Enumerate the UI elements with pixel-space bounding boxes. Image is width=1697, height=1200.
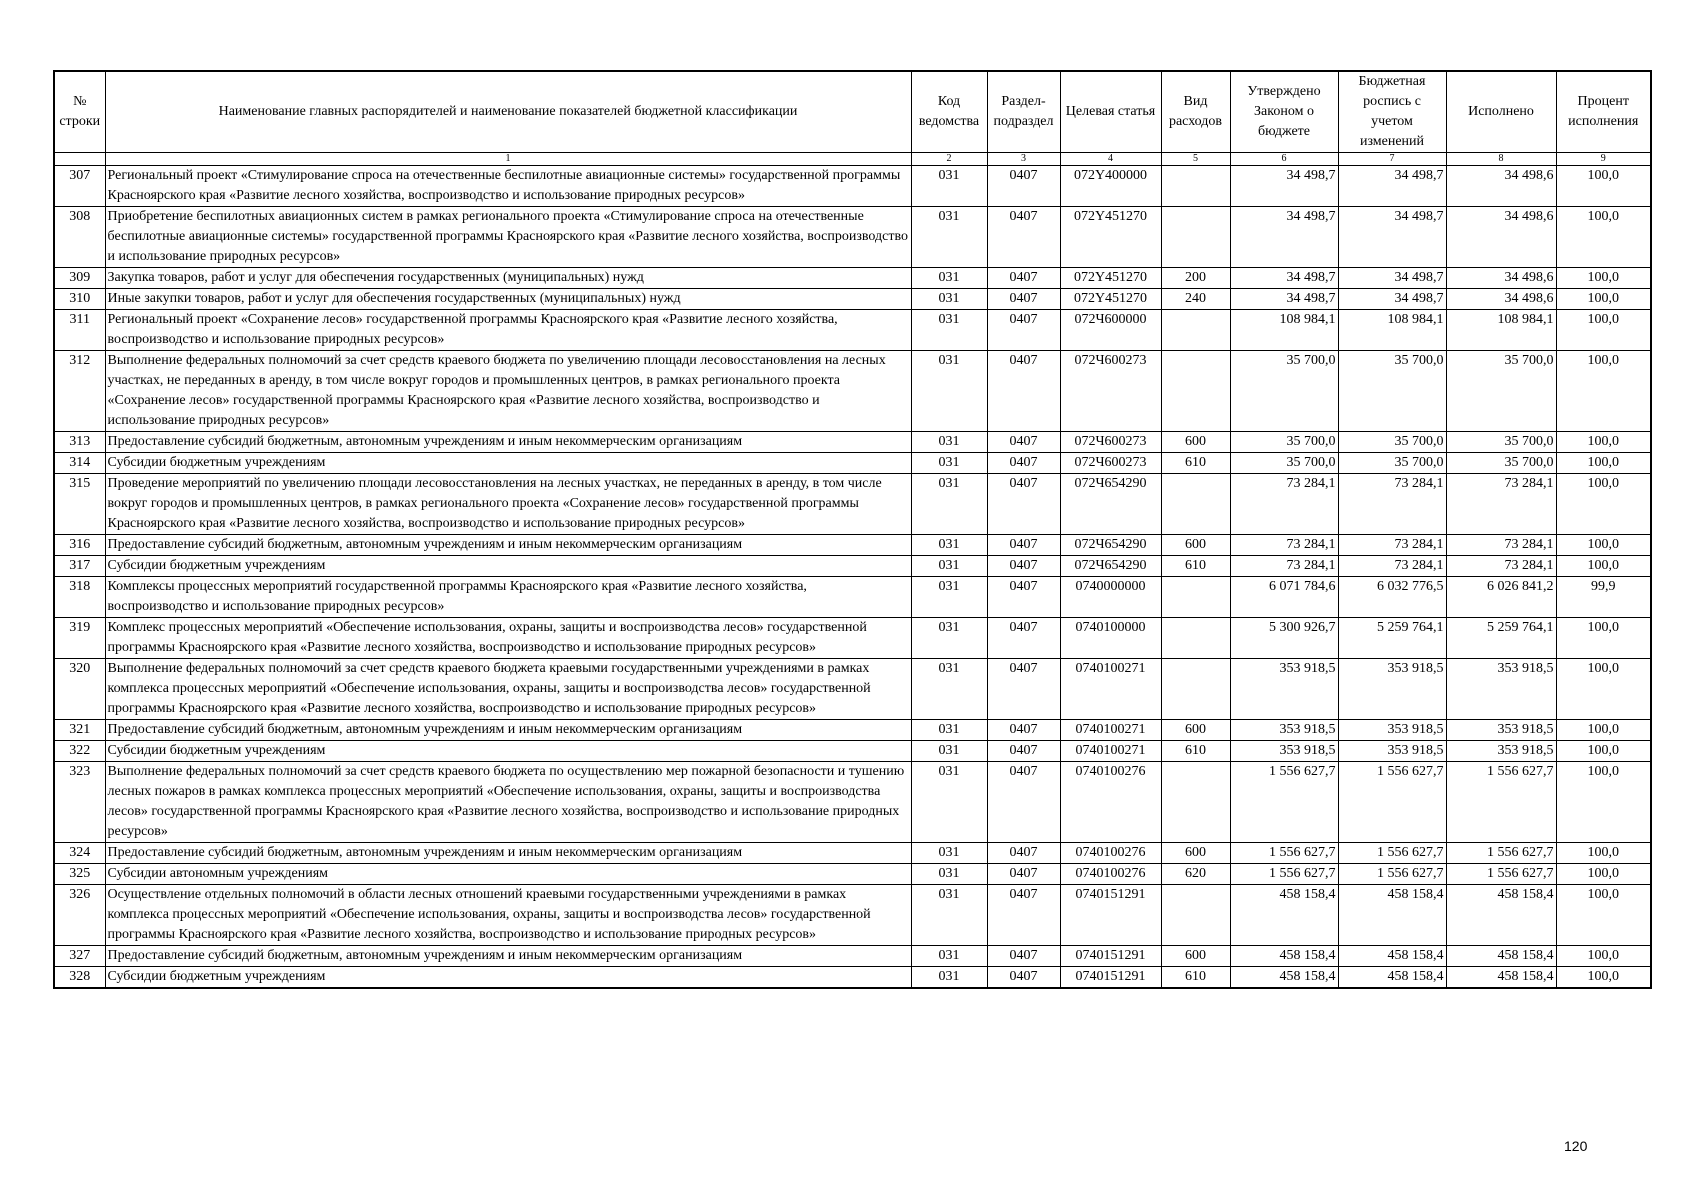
indicator-name-cell: Региональный проект «Сохранение лесов» государственной программы Красноярского края «Развитие лесного хозяйства, воспроизводство и использование природных ресурсов»	[105, 310, 911, 351]
approved-amount-cell: 35 700,0	[1230, 351, 1338, 432]
table-row	[54, 166, 1651, 207]
header-cell-section: Раздел-подраздел	[987, 71, 1060, 153]
row-number-cell: 317	[54, 556, 105, 577]
department-code-cell: 031	[911, 556, 987, 577]
percent-cell: 100,0	[1556, 967, 1651, 989]
percent-cell: 100,0	[1556, 885, 1651, 946]
row-number-cell: 307	[54, 166, 105, 207]
expense-type-cell: 610	[1161, 967, 1230, 989]
budget-schedule-cell: 6 032 776,5	[1338, 577, 1446, 618]
table-row	[54, 741, 1651, 762]
indicator-name-cell: Региональный проект «Стимулирование спроса на отечественные беспилотные авиационные системы» государственной программы Красноярского края «Развитие лесного хозяйства, воспроизводство и использование природных ресурсов»	[105, 166, 911, 207]
target-article-cell: 072Ч600000	[1060, 310, 1161, 351]
indicator-name-cell: Субсидии бюджетным учреждениям	[105, 967, 911, 989]
executed-amount-cell: 1 556 627,7	[1446, 762, 1556, 843]
column-number-cell: 1	[105, 153, 911, 166]
row-number-cell: 314	[54, 453, 105, 474]
percent-cell: 100,0	[1556, 762, 1651, 843]
department-code-cell: 031	[911, 618, 987, 659]
table-row	[54, 556, 1651, 577]
target-article-cell: 072Ч600273	[1060, 432, 1161, 453]
table-row	[54, 577, 1651, 618]
executed-amount-cell: 35 700,0	[1446, 453, 1556, 474]
executed-amount-cell: 353 918,5	[1446, 659, 1556, 720]
section-cell: 0407	[987, 762, 1060, 843]
budget-schedule-cell: 1 556 627,7	[1338, 762, 1446, 843]
budget-schedule-cell: 1 556 627,7	[1338, 843, 1446, 864]
table-row	[54, 843, 1651, 864]
expense-type-cell: 610	[1161, 556, 1230, 577]
section-cell: 0407	[987, 310, 1060, 351]
expense-type-cell: 600	[1161, 946, 1230, 967]
indicator-name-cell: Комплекс процессных мероприятий «Обеспечение использования, охраны, защиты и воспроизводства лесов» государственной программы Красноярского края «Развитие лесного хозяйства, воспроизводство и использование природных ресурсов»	[105, 618, 911, 659]
row-number-cell: 320	[54, 659, 105, 720]
approved-amount-cell: 34 498,7	[1230, 268, 1338, 289]
approved-amount-cell: 6 071 784,6	[1230, 577, 1338, 618]
expense-type-cell	[1161, 310, 1230, 351]
table-row	[54, 289, 1651, 310]
executed-amount-cell: 1 556 627,7	[1446, 843, 1556, 864]
header-cell-percent: Процент исполнения	[1556, 71, 1651, 153]
approved-amount-cell: 108 984,1	[1230, 310, 1338, 351]
table-row	[54, 207, 1651, 268]
row-number-cell: 308	[54, 207, 105, 268]
target-article-cell: 0740100276	[1060, 843, 1161, 864]
indicator-name-cell: Иные закупки товаров, работ и услуг для обеспечения государственных (муниципальных) нужд	[105, 289, 911, 310]
percent-cell: 100,0	[1556, 618, 1651, 659]
percent-cell: 100,0	[1556, 207, 1651, 268]
indicator-name-cell: Предоставление субсидий бюджетным, автономным учреждениям и иным некоммерческим организациям	[105, 720, 911, 741]
executed-amount-cell: 34 498,6	[1446, 166, 1556, 207]
percent-cell: 100,0	[1556, 289, 1651, 310]
budget-schedule-cell: 458 158,4	[1338, 967, 1446, 989]
budget-schedule-cell: 34 498,7	[1338, 166, 1446, 207]
table-row	[54, 762, 1651, 843]
executed-amount-cell: 353 918,5	[1446, 720, 1556, 741]
row-number-cell: 318	[54, 577, 105, 618]
indicator-name-cell: Комплексы процессных мероприятий государственной программы Красноярского края «Развитие лесного хозяйства, воспроизводство и использование природных ресурсов»	[105, 577, 911, 618]
section-cell: 0407	[987, 577, 1060, 618]
row-number-cell: 313	[54, 432, 105, 453]
section-cell: 0407	[987, 289, 1060, 310]
approved-amount-cell: 353 918,5	[1230, 741, 1338, 762]
page-number: 120	[1564, 1138, 1588, 1154]
table-row	[54, 310, 1651, 351]
row-number-cell: 315	[54, 474, 105, 535]
header-cell-name: Наименование главных распорядителей и наименование показателей бюджетной классификации	[105, 71, 911, 153]
budget-schedule-cell: 1 556 627,7	[1338, 864, 1446, 885]
executed-amount-cell: 73 284,1	[1446, 474, 1556, 535]
section-cell: 0407	[987, 967, 1060, 989]
budget-schedule-cell: 35 700,0	[1338, 453, 1446, 474]
department-code-cell: 031	[911, 967, 987, 989]
executed-amount-cell: 5 259 764,1	[1446, 618, 1556, 659]
expense-type-cell: 620	[1161, 864, 1230, 885]
expense-type-cell	[1161, 885, 1230, 946]
indicator-name-cell: Субсидии бюджетным учреждениям	[105, 741, 911, 762]
executed-amount-cell: 34 498,6	[1446, 207, 1556, 268]
expense-type-cell	[1161, 166, 1230, 207]
department-code-cell: 031	[911, 741, 987, 762]
column-number-cell: 5	[1161, 153, 1230, 166]
approved-amount-cell: 458 158,4	[1230, 967, 1338, 989]
target-article-cell: 0740151291	[1060, 967, 1161, 989]
header-cell-target-article: Целевая статья	[1060, 71, 1161, 153]
expense-type-cell: 600	[1161, 843, 1230, 864]
indicator-name-cell: Выполнение федеральных полномочий за счет средств краевого бюджета краевыми государственными учреждениями в рамках комплекса процессных мероприятий «Обеспечение использования, охраны, защиты и воспроизводства лесов» государственной программы Красноярского края «Развитие лесного хозяйства, воспроизводство и использование природных ресурсов»	[105, 659, 911, 720]
percent-cell: 100,0	[1556, 946, 1651, 967]
indicator-name-cell: Субсидии бюджетным учреждениям	[105, 453, 911, 474]
section-cell: 0407	[987, 618, 1060, 659]
executed-amount-cell: 34 498,6	[1446, 268, 1556, 289]
column-number-cell: 9	[1556, 153, 1651, 166]
percent-cell: 100,0	[1556, 453, 1651, 474]
percent-cell: 100,0	[1556, 166, 1651, 207]
department-code-cell: 031	[911, 207, 987, 268]
executed-amount-cell: 73 284,1	[1446, 556, 1556, 577]
section-cell: 0407	[987, 864, 1060, 885]
row-number-cell: 324	[54, 843, 105, 864]
expense-type-cell: 600	[1161, 720, 1230, 741]
expense-type-cell: 200	[1161, 268, 1230, 289]
executed-amount-cell: 458 158,4	[1446, 946, 1556, 967]
department-code-cell: 031	[911, 659, 987, 720]
table-row	[54, 618, 1651, 659]
expense-type-cell	[1161, 207, 1230, 268]
target-article-cell: 0740100271	[1060, 659, 1161, 720]
executed-amount-cell: 458 158,4	[1446, 885, 1556, 946]
header-cell-department-code: Код ведомства	[911, 71, 987, 153]
section-cell: 0407	[987, 741, 1060, 762]
row-number-cell: 326	[54, 885, 105, 946]
target-article-cell: 0740100276	[1060, 762, 1161, 843]
target-article-cell: 0740100276	[1060, 864, 1161, 885]
executed-amount-cell: 6 026 841,2	[1446, 577, 1556, 618]
target-article-cell: 0740100000	[1060, 618, 1161, 659]
percent-cell: 100,0	[1556, 535, 1651, 556]
department-code-cell: 031	[911, 432, 987, 453]
indicator-name-cell: Субсидии бюджетным учреждениям	[105, 556, 911, 577]
approved-amount-cell: 353 918,5	[1230, 720, 1338, 741]
executed-amount-cell: 34 498,6	[1446, 289, 1556, 310]
department-code-cell: 031	[911, 351, 987, 432]
approved-amount-cell: 73 284,1	[1230, 556, 1338, 577]
department-code-cell: 031	[911, 535, 987, 556]
executed-amount-cell: 458 158,4	[1446, 967, 1556, 989]
indicator-name-cell: Предоставление субсидий бюджетным, автономным учреждениям и иным некоммерческим организациям	[105, 432, 911, 453]
target-article-cell: 0740100271	[1060, 741, 1161, 762]
budget-schedule-cell: 73 284,1	[1338, 535, 1446, 556]
table-row	[54, 268, 1651, 289]
table-row	[54, 351, 1651, 432]
budget-schedule-cell: 73 284,1	[1338, 556, 1446, 577]
expense-type-cell: 610	[1161, 453, 1230, 474]
row-number-cell: 311	[54, 310, 105, 351]
executed-amount-cell: 353 918,5	[1446, 741, 1556, 762]
target-article-cell: 0740100271	[1060, 720, 1161, 741]
department-code-cell: 031	[911, 885, 987, 946]
department-code-cell: 031	[911, 762, 987, 843]
column-number-cell: 4	[1060, 153, 1161, 166]
column-number-cell	[54, 153, 105, 166]
percent-cell: 100,0	[1556, 432, 1651, 453]
percent-cell: 100,0	[1556, 268, 1651, 289]
expense-type-cell: 610	[1161, 741, 1230, 762]
column-number-cell: 7	[1338, 153, 1446, 166]
section-cell: 0407	[987, 207, 1060, 268]
section-cell: 0407	[987, 946, 1060, 967]
approved-amount-cell: 458 158,4	[1230, 885, 1338, 946]
executed-amount-cell: 73 284,1	[1446, 535, 1556, 556]
percent-cell: 100,0	[1556, 556, 1651, 577]
percent-cell: 100,0	[1556, 720, 1651, 741]
department-code-cell: 031	[911, 474, 987, 535]
target-article-cell: 072Y400000	[1060, 166, 1161, 207]
target-article-cell: 072Ч600273	[1060, 453, 1161, 474]
section-cell: 0407	[987, 843, 1060, 864]
indicator-name-cell: Выполнение федеральных полномочий за счет средств краевого бюджета по увеличению площади лесовосстановления на лесных участках, не переданных в аренду, в том числе вокруг городов и промышленных центров, в рамках регионального проекта «Сохранение лесов» государственной программы Красноярского края «Развитие лесного хозяйства, воспроизводство и использование природных ресурсов»	[105, 351, 911, 432]
section-cell: 0407	[987, 453, 1060, 474]
budget-schedule-cell: 34 498,7	[1338, 207, 1446, 268]
approved-amount-cell: 34 498,7	[1230, 289, 1338, 310]
column-number-cell: 3	[987, 153, 1060, 166]
row-number-cell: 319	[54, 618, 105, 659]
indicator-name-cell: Приобретение беспилотных авиационных систем в рамках регионального проекта «Стимулирование спроса на отечественные беспилотные авиационные системы» государственной программы Красноярского края «Развитие лесного хозяйства, воспроизводство и использование природных ресурсов»	[105, 207, 911, 268]
table-row	[54, 864, 1651, 885]
percent-cell: 99,9	[1556, 577, 1651, 618]
target-article-cell: 072Y451270	[1060, 268, 1161, 289]
budget-schedule-cell: 458 158,4	[1338, 946, 1446, 967]
department-code-cell: 031	[911, 720, 987, 741]
percent-cell: 100,0	[1556, 310, 1651, 351]
column-number-cell: 2	[911, 153, 987, 166]
header-cell-budget-schedule: Бюджетная роспись с учетом изменений	[1338, 71, 1446, 153]
table-row	[54, 946, 1651, 967]
column-number-cell: 8	[1446, 153, 1556, 166]
indicator-name-cell: Выполнение федеральных полномочий за счет средств краевого бюджета по осуществлению мер пожарной безопасности и тушению лесных пожаров в рамках комплекса процессных мероприятий «Обеспечение использования, охраны, защиты и воспроизводства лесов» государственной программы Красноярского края «Развитие лесного хозяйства, воспроизводство и использование природных ресурсов»	[105, 762, 911, 843]
expense-type-cell	[1161, 577, 1230, 618]
department-code-cell: 031	[911, 946, 987, 967]
target-article-cell: 0740151291	[1060, 885, 1161, 946]
budget-table	[53, 70, 1652, 989]
header-row	[54, 71, 1651, 153]
section-cell: 0407	[987, 432, 1060, 453]
budget-schedule-cell: 35 700,0	[1338, 351, 1446, 432]
indicator-name-cell: Предоставление субсидий бюджетным, автономным учреждениям и иным некоммерческим организациям	[105, 946, 911, 967]
table-row	[54, 535, 1651, 556]
department-code-cell: 031	[911, 453, 987, 474]
row-number-cell: 322	[54, 741, 105, 762]
target-article-cell: 072Ч654290	[1060, 535, 1161, 556]
budget-schedule-cell: 458 158,4	[1338, 885, 1446, 946]
target-article-cell: 072Ч600273	[1060, 351, 1161, 432]
table-row	[54, 885, 1651, 946]
budget-schedule-cell: 73 284,1	[1338, 474, 1446, 535]
table-row	[54, 967, 1651, 989]
row-number-cell: 310	[54, 289, 105, 310]
budget-report-sheet	[53, 70, 1650, 989]
table-row	[54, 659, 1651, 720]
indicator-name-cell: Предоставление субсидий бюджетным, автономным учреждениям и иным некоммерческим организациям	[105, 535, 911, 556]
header-cell-executed: Исполнено	[1446, 71, 1556, 153]
approved-amount-cell: 73 284,1	[1230, 474, 1338, 535]
section-cell: 0407	[987, 474, 1060, 535]
section-cell: 0407	[987, 556, 1060, 577]
column-number-row	[54, 153, 1651, 166]
budget-schedule-cell: 34 498,7	[1338, 268, 1446, 289]
row-number-cell: 316	[54, 535, 105, 556]
department-code-cell: 031	[911, 310, 987, 351]
target-article-cell: 072Y451270	[1060, 289, 1161, 310]
indicator-name-cell: Закупка товаров, работ и услуг для обеспечения государственных (муниципальных) нужд	[105, 268, 911, 289]
section-cell: 0407	[987, 268, 1060, 289]
approved-amount-cell: 1 556 627,7	[1230, 843, 1338, 864]
approved-amount-cell: 35 700,0	[1230, 432, 1338, 453]
expense-type-cell	[1161, 659, 1230, 720]
approved-amount-cell: 73 284,1	[1230, 535, 1338, 556]
department-code-cell: 031	[911, 843, 987, 864]
table-row	[54, 720, 1651, 741]
section-cell: 0407	[987, 659, 1060, 720]
approved-amount-cell: 34 498,7	[1230, 207, 1338, 268]
section-cell: 0407	[987, 535, 1060, 556]
target-article-cell: 0740000000	[1060, 577, 1161, 618]
executed-amount-cell: 35 700,0	[1446, 432, 1556, 453]
approved-amount-cell: 35 700,0	[1230, 453, 1338, 474]
expense-type-cell: 600	[1161, 535, 1230, 556]
approved-amount-cell: 458 158,4	[1230, 946, 1338, 967]
table-body	[54, 166, 1651, 989]
row-number-cell: 327	[54, 946, 105, 967]
approved-amount-cell: 1 556 627,7	[1230, 762, 1338, 843]
row-number-cell: 325	[54, 864, 105, 885]
percent-cell: 100,0	[1556, 659, 1651, 720]
department-code-cell: 031	[911, 268, 987, 289]
row-number-cell: 309	[54, 268, 105, 289]
section-cell: 0407	[987, 166, 1060, 207]
table-row	[54, 432, 1651, 453]
department-code-cell: 031	[911, 864, 987, 885]
header-cell-row-number: № строки	[54, 71, 105, 153]
expense-type-cell: 240	[1161, 289, 1230, 310]
department-code-cell: 031	[911, 577, 987, 618]
target-article-cell: 0740151291	[1060, 946, 1161, 967]
table-row	[54, 474, 1651, 535]
section-cell: 0407	[987, 720, 1060, 741]
budget-schedule-cell: 108 984,1	[1338, 310, 1446, 351]
expense-type-cell	[1161, 474, 1230, 535]
executed-amount-cell: 1 556 627,7	[1446, 864, 1556, 885]
approved-amount-cell: 34 498,7	[1230, 166, 1338, 207]
section-cell: 0407	[987, 351, 1060, 432]
row-number-cell: 321	[54, 720, 105, 741]
target-article-cell: 072Y451270	[1060, 207, 1161, 268]
expense-type-cell	[1161, 351, 1230, 432]
department-code-cell: 031	[911, 166, 987, 207]
expense-type-cell	[1161, 618, 1230, 659]
budget-schedule-cell: 5 259 764,1	[1338, 618, 1446, 659]
percent-cell: 100,0	[1556, 843, 1651, 864]
approved-amount-cell: 1 556 627,7	[1230, 864, 1338, 885]
row-number-cell: 312	[54, 351, 105, 432]
percent-cell: 100,0	[1556, 864, 1651, 885]
expense-type-cell	[1161, 762, 1230, 843]
target-article-cell: 072Ч654290	[1060, 556, 1161, 577]
approved-amount-cell: 5 300 926,7	[1230, 618, 1338, 659]
section-cell: 0407	[987, 885, 1060, 946]
expense-type-cell: 600	[1161, 432, 1230, 453]
target-article-cell: 072Ч654290	[1060, 474, 1161, 535]
percent-cell: 100,0	[1556, 741, 1651, 762]
row-number-cell: 323	[54, 762, 105, 843]
indicator-name-cell: Проведение мероприятий по увеличению площади лесовосстановления на лесных участках, не переданных в аренду, в том числе вокруг городов и промышленных центров, в рамках регионального проекта «Сохранение лесов» государственной программы Красноярского края «Развитие лесного хозяйства, воспроизводство и использование природных ресурсов»	[105, 474, 911, 535]
executed-amount-cell: 35 700,0	[1446, 351, 1556, 432]
percent-cell: 100,0	[1556, 474, 1651, 535]
indicator-name-cell: Субсидии автономным учреждениям	[105, 864, 911, 885]
indicator-name-cell: Предоставление субсидий бюджетным, автономным учреждениям и иным некоммерческим организациям	[105, 843, 911, 864]
row-number-cell: 328	[54, 967, 105, 989]
executed-amount-cell: 108 984,1	[1446, 310, 1556, 351]
budget-schedule-cell: 34 498,7	[1338, 289, 1446, 310]
budget-schedule-cell: 353 918,5	[1338, 720, 1446, 741]
department-code-cell: 031	[911, 289, 987, 310]
percent-cell: 100,0	[1556, 351, 1651, 432]
budget-schedule-cell: 35 700,0	[1338, 432, 1446, 453]
column-number-cell: 6	[1230, 153, 1338, 166]
table-row	[54, 453, 1651, 474]
budget-schedule-cell: 353 918,5	[1338, 659, 1446, 720]
header-cell-approved: Утверждено Законом о бюджете	[1230, 71, 1338, 153]
budget-schedule-cell: 353 918,5	[1338, 741, 1446, 762]
approved-amount-cell: 353 918,5	[1230, 659, 1338, 720]
indicator-name-cell: Осуществление отдельных полномочий в области лесных отношений краевыми государственными учреждениями в рамках комплекса процессных мероприятий «Обеспечение использования, охраны, защиты и воспроизводства лесов» государственной программы Красноярского края «Развитие лесного хозяйства, воспроизводство и использование природных ресурсов»	[105, 885, 911, 946]
header-cell-expense-type: Вид расходов	[1161, 71, 1230, 153]
